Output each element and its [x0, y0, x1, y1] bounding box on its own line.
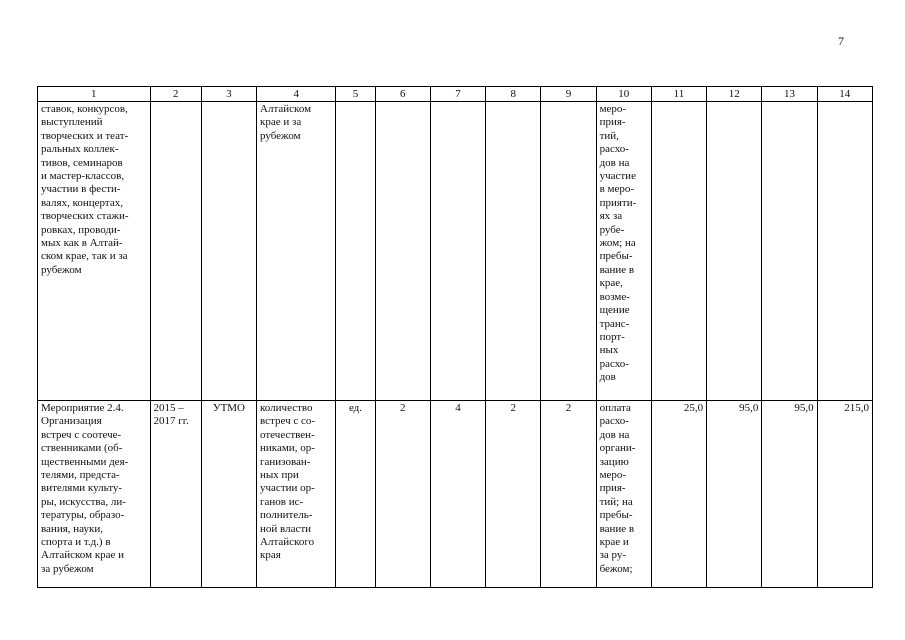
table-cell: 215,0 — [817, 401, 872, 588]
program-table — [37, 86, 873, 588]
table-cell — [486, 102, 541, 401]
table-cell — [336, 102, 375, 401]
table-cell — [430, 102, 485, 401]
column-header: 6 — [375, 87, 430, 102]
table-cell: Алтайском крае и за рубежом — [257, 102, 336, 401]
table-cell: 2 — [375, 401, 430, 588]
column-header: 4 — [257, 87, 336, 102]
table-cell — [201, 102, 256, 401]
table-row — [38, 102, 873, 401]
table-cell: 4 — [430, 401, 485, 588]
column-header: 3 — [201, 87, 256, 102]
table-cell: 95,0 — [707, 401, 762, 588]
column-header: 10 — [596, 87, 651, 102]
column-header: 12 — [707, 87, 762, 102]
table-cell: 95,0 — [762, 401, 817, 588]
table-cell — [150, 102, 201, 401]
table-cell: ставок, конкурсов, выступлений творческих и теат- ральных коллек- тивов, семинаров и мастер-классов, участии в фести- валях, концертах, творческих стажи- ровках, проводи- мых как в Алтай- ском крае, так и за рубежом — [38, 102, 151, 401]
page-number: 7 — [838, 34, 844, 48]
table-cell — [817, 102, 872, 401]
table-cell: количество встреч с со- отечествен- никами, ор- ганизован- ных при участии ор- ганов ис- полнитель- ной власти Алтайского края — [257, 401, 336, 588]
header-row — [38, 87, 873, 102]
table-cell: УТМО — [201, 401, 256, 588]
table-cell — [651, 102, 706, 401]
column-header: 8 — [486, 87, 541, 102]
table-cell: 2 — [486, 401, 541, 588]
table-cell: Мероприятие 2.4. Организация встреч с соотече- ственниками (об- щественными дея- телями, предста- вителями культу- ры, искусства, ли- тературы, образо- вания, науки, спорта и т.д.) в Алтайском крае и за рубежом — [38, 401, 151, 588]
column-header: 7 — [430, 87, 485, 102]
column-header: 13 — [762, 87, 817, 102]
column-header: 14 — [817, 87, 872, 102]
column-header: 5 — [336, 87, 375, 102]
table-cell: 2015 – 2017 гг. — [150, 401, 201, 588]
column-header: 2 — [150, 87, 201, 102]
table-cell — [762, 102, 817, 401]
table-cell: 2 — [541, 401, 596, 588]
table-cell: 25,0 — [651, 401, 706, 588]
column-header: 11 — [651, 87, 706, 102]
table-cell — [375, 102, 430, 401]
table-cell: меро- прия- тий, расхо- дов на участие в меро- прияти- ях за рубе- жом; на пребы- вание в крае, возме- щение транс- порт- ных расхо- дов — [596, 102, 651, 401]
table-cell: оплата расхо- дов на органи- зацию меро- прия- тий; на пребы- вание в крае и за ру- бежом; — [596, 401, 651, 588]
table-cell: ед. — [336, 401, 375, 588]
column-header: 1 — [38, 87, 151, 102]
table-cell — [707, 102, 762, 401]
table-row — [38, 401, 873, 588]
table-cell — [541, 102, 596, 401]
column-header: 9 — [541, 87, 596, 102]
